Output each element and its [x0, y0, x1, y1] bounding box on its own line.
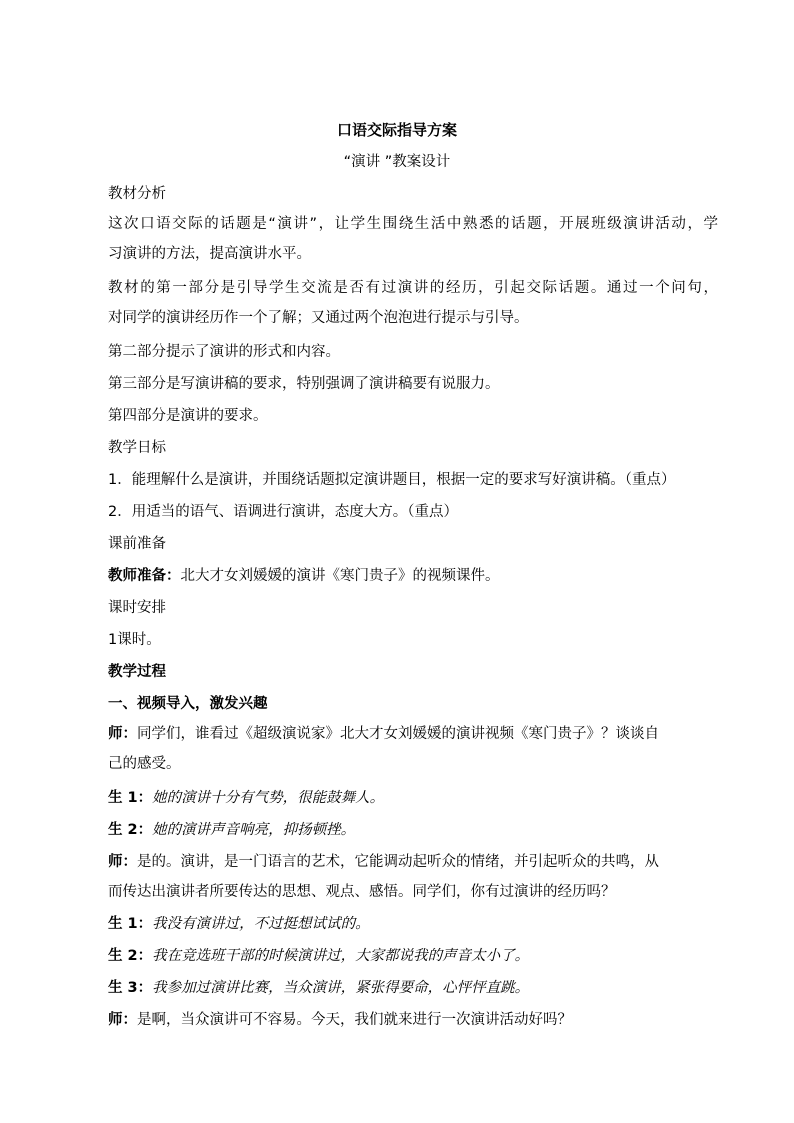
- dialogue-student: [108, 788, 718, 808]
- speaker-label: 生 2：: [108, 822, 153, 838]
- speaker-label: 师：: [108, 854, 137, 870]
- schedule-text: 1课时。: [108, 632, 161, 648]
- dialogue-student: [108, 978, 718, 998]
- heading-schedule: 课时安排: [108, 600, 166, 616]
- paragraph-text: 这次口语交际的话题是“演讲”，让学生围绕生活中熟悉的话题，开展班级演讲活动，学: [108, 216, 718, 232]
- dialogue-teacher: [108, 724, 718, 744]
- paragraph-text: 教材的第一部分是引导学生交流是否有过演讲的经历，引起交际话题。通过一个问句，: [108, 280, 718, 296]
- dialogue-text: 是啊，当众演讲可不容易。今天，我们就来进行一次演讲活动好吗？: [137, 1012, 572, 1028]
- paragraph-line: 第三部分是写演讲稿的要求，特别强调了演讲稿要有说服力。: [108, 376, 500, 392]
- dialogue-teacher: [108, 1010, 718, 1030]
- paragraph-line: 对同学的演讲经历作一个了解；又通过两个泡泡进行提示与引导。: [108, 310, 529, 326]
- preparation-text: 北大才女刘媛媛的演讲《寒门贵子》的视频课件。: [180, 568, 500, 584]
- paragraph-line: 第四部分是演讲的要求。: [108, 408, 268, 424]
- goal-item: 2．用适当的语气、语调进行演讲，态度大方。（重点）: [108, 504, 458, 520]
- dialogue-text: 我没有演讲过，不过挺想试试的。: [152, 916, 370, 932]
- goal-item: 1．能理解什么是演讲，并围绕话题拟定演讲题目，根据一定的要求写好演讲稿。（重点）: [108, 472, 676, 488]
- speaker-label: 生 2：: [108, 948, 153, 964]
- dialogue-text: 她的演讲十分有气势，很能鼓舞人。: [152, 790, 385, 806]
- dialogue-text: 我参加过演讲比赛，当众演讲，紧张得要命，心怦怦直跳。: [152, 980, 530, 996]
- paragraph-line: [108, 278, 718, 298]
- dialogue-student: [108, 946, 718, 966]
- speaker-label: 生 1：: [108, 916, 153, 932]
- dialogue-text: 是的。演讲，是一门语言的艺术，它能调动起听众的情绪，并引起听众的共鸣，从: [137, 854, 659, 870]
- dialogue-student: [108, 820, 718, 840]
- heading-teaching-goals: 教学日标: [108, 440, 166, 456]
- document-title: 口语交际指导方案: [336, 121, 457, 139]
- paragraph-line: 习演讲的方法，提高演讲水平。: [108, 246, 311, 262]
- dialogue-teacher: [108, 852, 718, 872]
- speaker-label: 生 3：: [108, 980, 153, 996]
- speaker-label: 师：: [108, 726, 137, 742]
- dialogue-text: 她的演讲声音响亮，抑扬顿挫。: [152, 822, 356, 838]
- preparation-line: [108, 566, 718, 586]
- speaker-label: 师：: [108, 1012, 137, 1028]
- heading-process: 教学过程: [108, 664, 166, 680]
- dialogue-student: [108, 914, 718, 934]
- dialogue-text: 同学们，谁看过《超级演说家》北大才女刘媛媛的演讲视频《寒门贵子》？谈谈自: [137, 726, 659, 742]
- dialogue-continuation: 而传达出演讲者所要传达的思想、观点、感悟。同学们，你有过演讲的经历吗？: [108, 884, 616, 900]
- heading-preparation: 课前准备: [108, 536, 166, 552]
- document-subtitle: “演讲 ”教案设计: [343, 154, 451, 170]
- dialogue-continuation: 己的感受。: [108, 756, 181, 772]
- paragraph-line: 第二部分提示了演讲的形式和内容。: [108, 344, 340, 360]
- heading-material-analysis: 教材分析: [108, 186, 166, 202]
- speaker-label: 生 1：: [108, 790, 153, 806]
- preparation-label: 教师准备：: [108, 568, 181, 584]
- heading-step-1: 一、视频导入，激发兴趣: [108, 696, 268, 712]
- dialogue-text: 我在竞选班干部的时候演讲过，大家都说我的声音太小了。: [152, 948, 530, 964]
- paragraph-line: [108, 214, 718, 234]
